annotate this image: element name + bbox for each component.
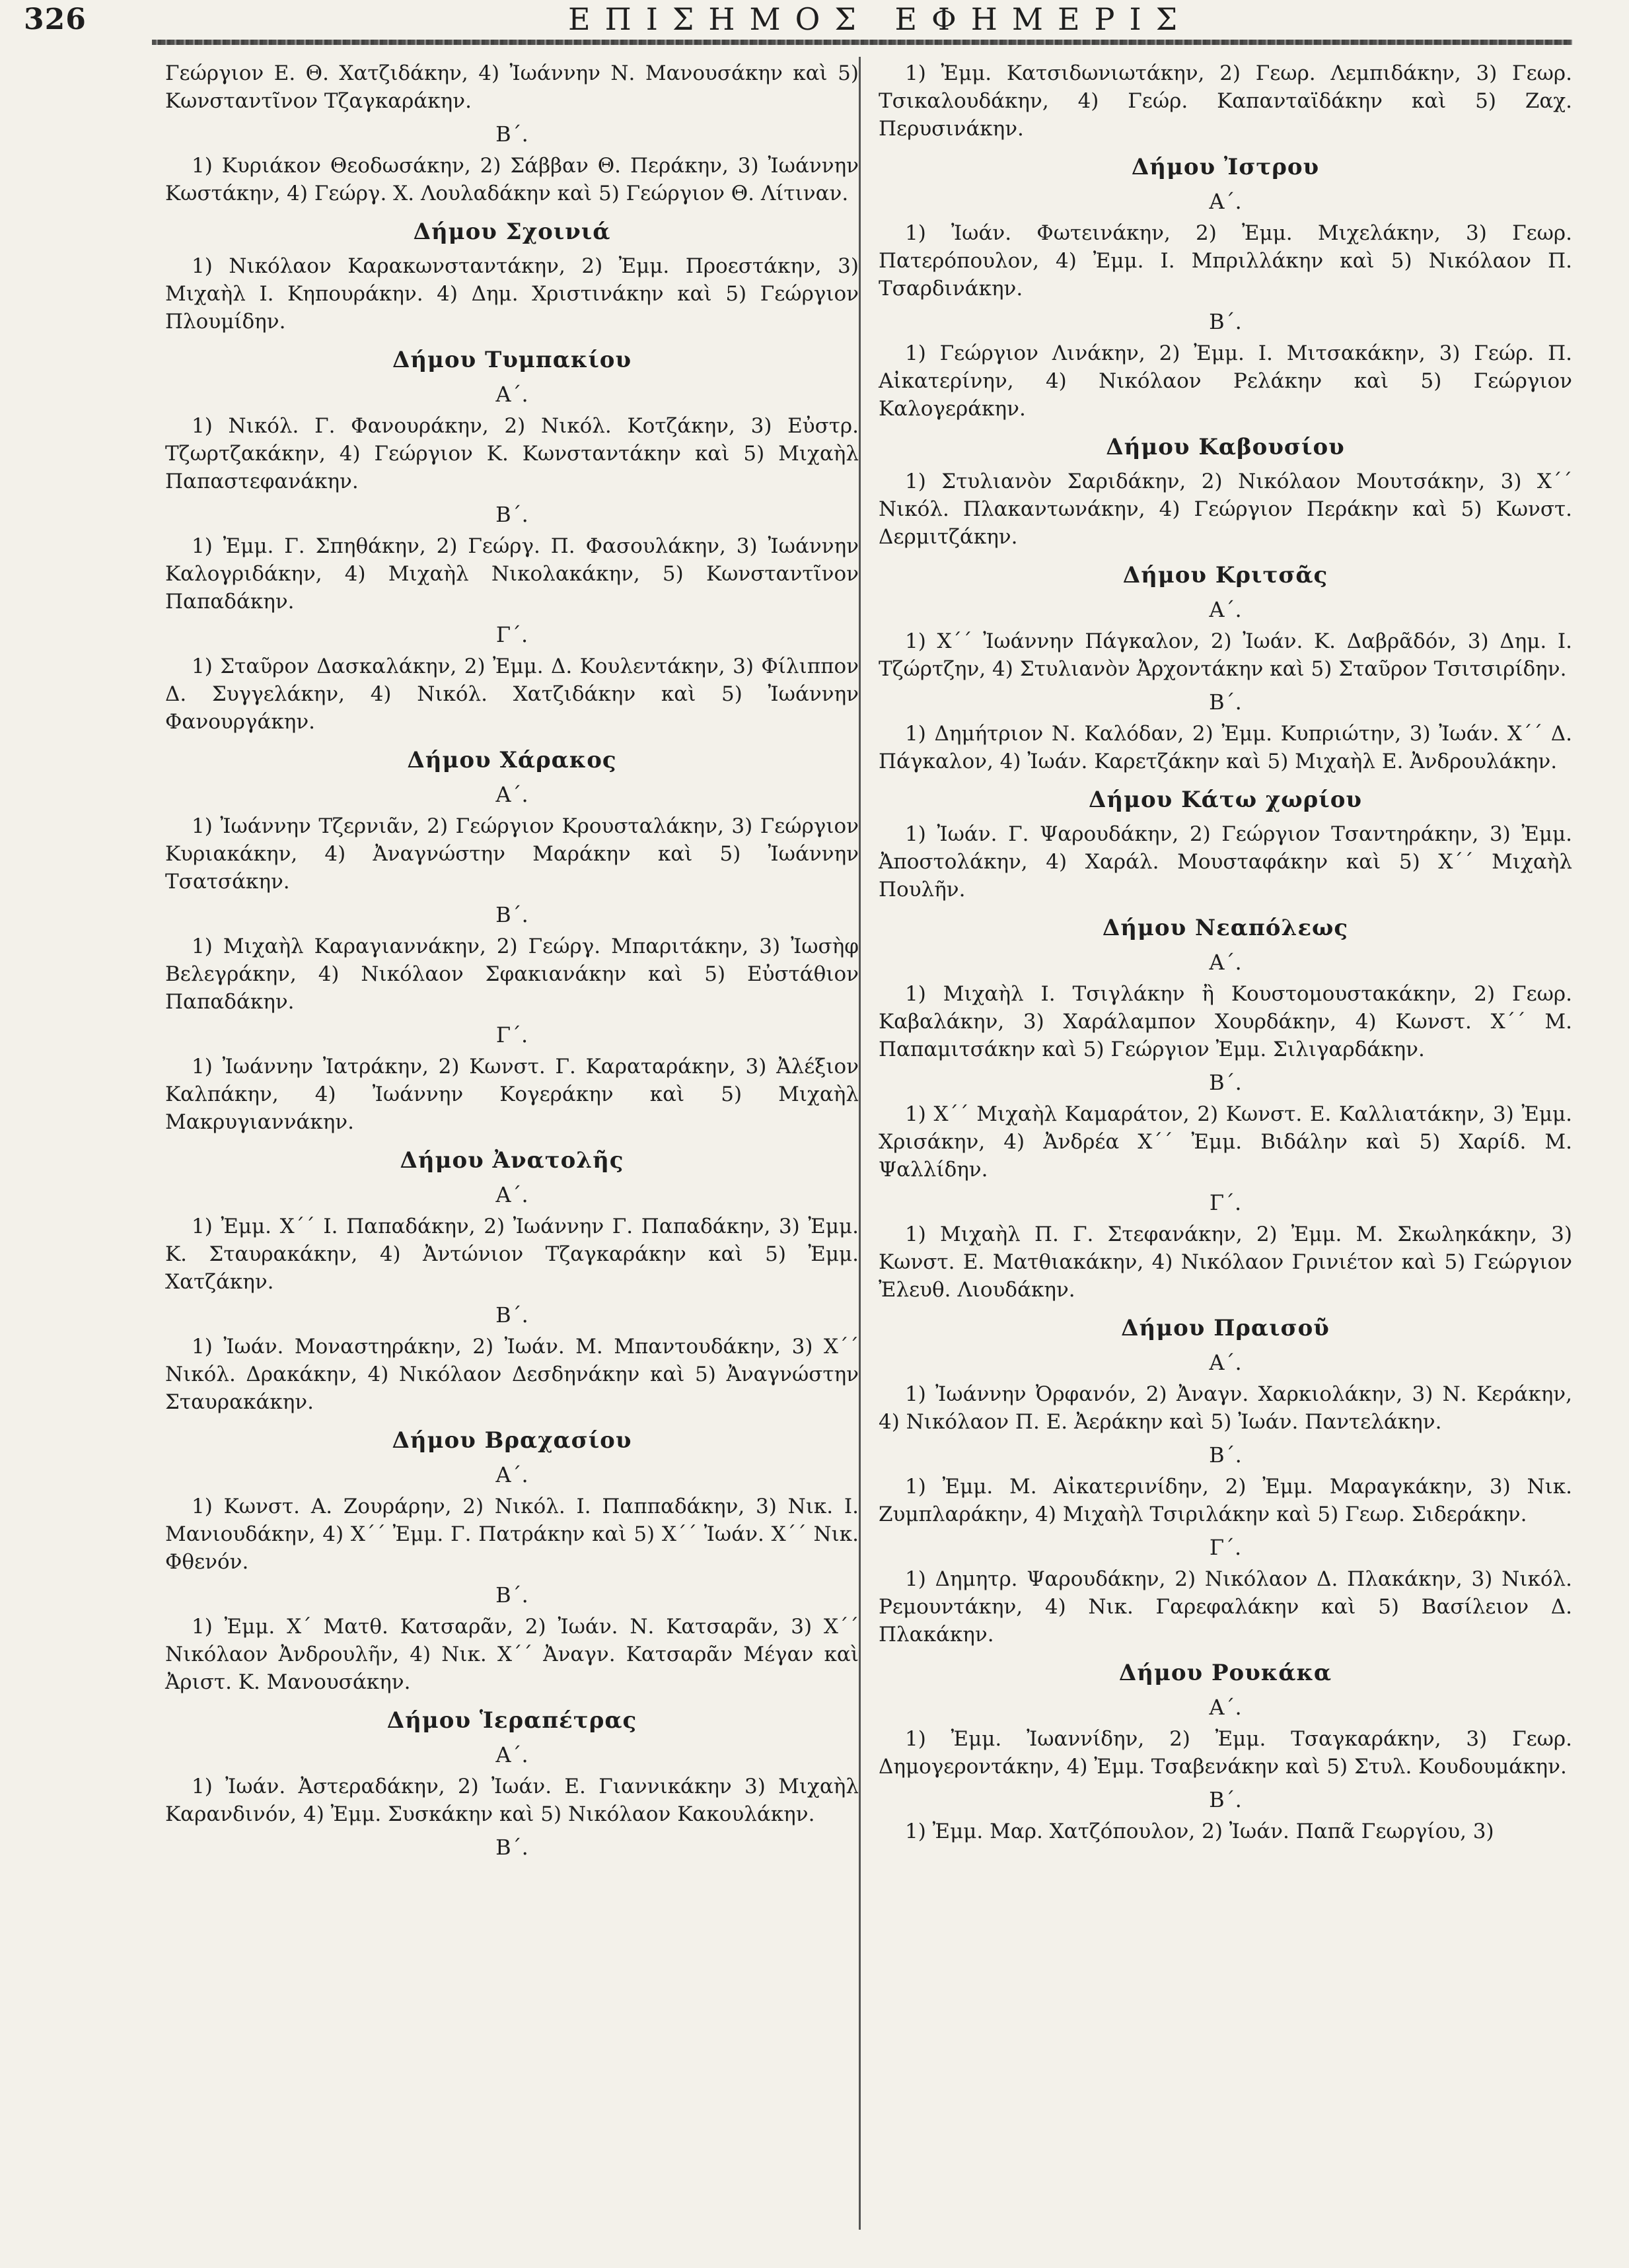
section-label: Γ΄. — [495, 622, 528, 647]
section-label: Α΄. — [495, 1742, 528, 1767]
section-label: Β΄. — [495, 502, 528, 527]
section-label: Β΄. — [1209, 690, 1242, 715]
journal-title: ΕΠΙΣΗΜΟΣ ΕΦΗΜΕΡΙΣ — [568, 1, 1192, 37]
paragraph: 1) Νικόλ. Γ. Φανουράκην, 2) Νικόλ. Κοτζάκην, 3) Εὐστρ. Τζωρτζακάκην, 4) Γεώργιον Κ. Κωνσταντάκην καὶ 5) Μιχαὴλ Παπαστεφανάκην. — [165, 414, 859, 493]
paragraph: 1) Ἰωάννην Ὀρφανόν, 2) Ἀναγν. Χαρκιολάκην, 3) Ν. Κεράκην, 4) Νικόλαον Π. Ε. Ἀεράκην καὶ 5) Ἰωάν. Παντελάκην. — [879, 1382, 1572, 1434]
section-label: Α΄. — [495, 782, 528, 807]
paragraph: 1) Μιχαὴλ Π. Γ. Στεφανάκην, 2) Ἐμμ. Μ. Σκωληκάκην, 3) Κωνστ. Ε. Ματθιακάκην, 4) Νικόλαον Γρινιέτον καὶ 5) Γεώργιον Ἐλευθ. Λιουδάκην. — [879, 1223, 1572, 1302]
paragraph: 1) Ἰωάννην Ἰατράκην, 2) Κωνστ. Γ. Καραταράκην, 3) Ἀλέξιον Καλπάκην, 4) Ἰωάννην Κογεράκην καὶ 5) Μιχαὴλ Μακρυγιαννάκην. — [165, 1055, 859, 1134]
paragraph: 1) Σταῦρον Δασκαλάκην, 2) Ἐμμ. Δ. Κουλεντάκην, 3) Φίλιππον Δ. Συγγελάκην, 4) Νικόλ. Χατζιδάκην καὶ 5) Ἰωάννην Φανουργάκην. — [165, 655, 859, 734]
paragraph: 1) Ἐμμ. Χ΄΄ Ι. Παπαδάκην, 2) Ἰωάννην Γ. Παπαδάκην, 3) Ἐμμ. Κ. Σταυρακάκην, 4) Ἀντώνιον Τζαγκαράκην καὶ 5) Ἐμμ. Χατζάκην. — [165, 1215, 859, 1294]
section-label: Α΄. — [495, 1182, 528, 1207]
district-heading: Δήμου Ἰστρου — [1131, 154, 1320, 180]
section-label: Γ΄. — [495, 1022, 528, 1047]
section-label: Α΄. — [495, 1462, 528, 1487]
district-heading: Δήμου Νεαπόλεως — [1102, 915, 1349, 941]
district-heading: Δήμου Σχοινιά — [413, 219, 611, 245]
right-column — [879, 59, 1572, 1845]
paragraph: 1) Δημητρ. Ψαρουδάκην, 2) Νικόλαον Δ. Πλακάκην, 3) Νικόλ. Ρεμουντάκην, 4) Νικ. Γαρεφαλάκην καὶ 5) Βασίλειον Δ. Πλακάκην. — [879, 1567, 1572, 1647]
section-label: Α΄. — [1209, 189, 1242, 214]
section-label: Β΄. — [495, 1835, 528, 1860]
paragraph: 1) Ἐμμ. Ἰωαννίδην, 2) Ἐμμ. Τσαγκαράκην, 3) Γεωρ. Δημογεροντάκην, 4) Ἐμμ. Τσαβενάκην καὶ 5) Στυλ. Κουδουμάκην. — [879, 1727, 1572, 1779]
paragraph: 1) Δημήτριον Ν. Καλόδαν, 2) Ἐμμ. Κυπριώτην, 3) Ἰωάν. Χ΄΄ Δ. Πάγκαλον, 4) Ἰωάν. Καρετζάκην καὶ 5) Μιχαὴλ Ε. Ἀνδρουλάκην. — [879, 722, 1572, 773]
section-label: Β΄. — [1209, 1787, 1242, 1812]
section-label: Α΄. — [1209, 950, 1242, 975]
paragraph: 1) Ἰωάν. Ἀστεραδάκην, 2) Ἰωάν. Ε. Γιαννικάκην 3) Μιχαὴλ Καρανδινόν, 4) Ἐμμ. Συσκάκην καὶ 5) Νικόλαον Κακουλάκην. — [165, 1775, 859, 1826]
paragraph: 1) Κυριάκον Θεοδωσάκην, 2) Σάββαν Θ. Περάκην, 3) Ἰωάννην Κωστάκην, 4) Γεώργ. Χ. Λουλαδάκην καὶ 5) Γεώργιον Θ. Λίτιναν. — [165, 154, 859, 205]
paragraph: 1) Ἐμμ. Γ. Σπηθάκην, 2) Γεώργ. Π. Φασουλάκην, 3) Ἰωάννην Καλογριδάκην, 4) Μιχαὴλ Νικολακάκην, 5) Κωνσταντῖνον Παπαδάκην. — [165, 534, 859, 614]
district-heading: Δήμου Κάτω χωρίου — [1089, 787, 1362, 813]
paragraph: Γεώργιον Ε. Θ. Χατζιδάκην, 4) Ἰωάννην Ν. Μανουσάκην καὶ 5) Κωνσταντῖνον Τζαγκαράκην. — [165, 61, 859, 113]
paragraph: 1) Μιχαὴλ Καραγιαννάκην, 2) Γεώργ. Μπαριτάκην, 3) Ἰωσὴφ Βελεγράκην, 4) Νικόλαον Σφακιανάκην καὶ 5) Εὐστάθιον Παπαδάκην. — [165, 935, 859, 1014]
section-label: Β΄. — [1209, 309, 1242, 334]
section-label: Β΄. — [1209, 1442, 1242, 1468]
section-label: Α΄. — [1209, 1695, 1242, 1720]
district-heading: Δήμου Πραισοῦ — [1121, 1315, 1330, 1341]
column-divider — [859, 57, 861, 2230]
paragraph: 1) Ἐμμ. Μαρ. Χατζόπουλον, 2) Ἰωάν. Παπᾶ Γεωργίου, 3) — [905, 1820, 1494, 1843]
left-column — [165, 59, 859, 1865]
paragraph: 1) Στυλιανὸν Σαριδάκην, 2) Νικόλαον Μουτσάκην, 3) Χ΄΄ Νικόλ. Πλακαντωνάκην, 4) Γεώργιον Περάκην καὶ 5) Κωνστ. Δερμιτζάκην. — [879, 470, 1572, 549]
paragraph: 1) Ἰωάν. Φωτεινάκην, 2) Ἐμμ. Μιχελάκην, 3) Γεωρ. Πατερόπουλον, 4) Ἐμμ. Ι. Μπριλλάκην καὶ 5) Νικόλαον Π. Τσαρδινάκην. — [879, 221, 1572, 301]
paragraph: 1) Νικόλαον Καρακωνσταντάκην, 2) Ἐμμ. Προεστάκην, 3) Μιχαὴλ Ι. Κηπουράκην. 4) Δημ. Χριστινάκην καὶ 5) Γεώργιον Πλουμίδην. — [165, 254, 859, 334]
section-label: Γ΄. — [1209, 1535, 1242, 1560]
page-number: 326 — [24, 3, 87, 36]
section-label: Β΄. — [495, 122, 528, 147]
section-label: Β΄. — [1209, 1070, 1242, 1095]
district-heading: Δήμου Χάρακος — [407, 747, 617, 773]
district-heading: Δήμου Κριτσᾶς — [1122, 562, 1328, 588]
header-rule — [152, 40, 1572, 45]
district-heading: Δήμου Βραχασίου — [392, 1427, 632, 1454]
district-heading: Δήμου Ἀνατολῆς — [400, 1147, 624, 1174]
paragraph: 1) Ἰωάν. Μοναστηράκην, 2) Ἰωάν. Μ. Μπαντουδάκην, 3) Χ΄΄ Νικόλ. Δρακάκην, 4) Νικόλαον Δεσδηνάκην καὶ 5) Ἀναγνώστην Σταυρακάκην. — [165, 1335, 859, 1414]
page-header — [0, 0, 1629, 46]
paragraph: 1) Ἐμμ. Χ΄ Ματθ. Κατσαρᾶν, 2) Ἰωάν. Ν. Κατσαρᾶν, 3) Χ΄΄ Νικόλαον Ἀνδρουλῆν, 4) Νικ. Χ΄΄ Ἀναγν. Κατσαρᾶν Μέγαν καὶ Ἀριστ. Κ. Μανουσάκην. — [165, 1615, 859, 1694]
section-label: Β΄. — [495, 1582, 528, 1608]
paragraph: 1) Χ΄΄ Ἰωάννην Πάγκαλον, 2) Ἰωάν. Κ. Δαβρᾶδόν, 3) Δημ. Ι. Τζώρτζην, 4) Στυλιανὸν Ἀρχοντάκην καὶ 5) Σταῦρον Τσιτσιρίδην. — [879, 629, 1572, 681]
section-label: Γ΄. — [1209, 1190, 1242, 1215]
paragraph: 1) Κωνστ. Α. Ζουράρην, 2) Νικόλ. Ι. Παππαδάκην, 3) Νικ. Ι. Μανιουδάκην, 4) Χ΄΄ Ἐμμ. Γ. Πατράκην καὶ 5) Χ΄΄ Ἰωάν. Χ΄΄ Νικ. Φθενόν. — [165, 1495, 859, 1574]
section-label: Β΄. — [495, 1302, 528, 1328]
district-heading: Δήμου Τυμπακίου — [392, 347, 632, 373]
paragraph: 1) Ἰωάν. Γ. Ψαρουδάκην, 2) Γεώργιον Τσαντηράκην, 3) Ἐμμ. Ἀποστολάκην, 4) Χαράλ. Μουσταφάκην καὶ 5) Χ΄΄ Μιχαὴλ Πουλῆν. — [879, 822, 1572, 902]
district-heading: Δήμου Καβουσίου — [1106, 434, 1345, 460]
paragraph: 1) Ἐμμ. Κατσιδωνιωτάκην, 2) Γεωρ. Λεμπιδάκην, 3) Γεωρ. Τσικαλουδάκην, 4) Γεώρ. Καπανταϊδάκην καὶ 5) Ζαχ. Περυσινάκην. — [879, 61, 1572, 141]
district-heading: Δήμου Ρουκάκα — [1118, 1660, 1332, 1686]
section-label: Α΄. — [495, 382, 528, 407]
paragraph: 1) Χ΄΄ Μιχαὴλ Καμαράτον, 2) Κωνστ. Ε. Καλλιατάκην, 3) Ἐμμ. Χρισάκην, 4) Ἀνδρέα Χ΄΄ Ἐμμ. Βιδάλην καὶ 5) Χαρίδ. Μ. Ψαλλίδην. — [879, 1102, 1572, 1182]
paragraph: 1) Ἰωάννην Τζερνιᾶν, 2) Γεώργιον Κρουσταλάκην, 3) Γεώργιον Κυριακάκην, 4) Ἀναγνώστην Μαράκην καὶ 5) Ἰωάννην Τσατσάκην. — [165, 814, 859, 894]
section-label: Α΄. — [1209, 1350, 1242, 1375]
section-label: Β΄. — [495, 902, 528, 927]
paragraph: 1) Γεώργιον Λινάκην, 2) Ἐμμ. Ι. Μιτσακάκην, 3) Γεώρ. Π. Αἰκατερίνην, 4) Νικόλαον Ρελάκην καὶ 5) Γεώργιον Καλογεράκην. — [879, 341, 1572, 421]
paragraph: 1) Ἐμμ. Μ. Αἰκατερινίδην, 2) Ἐμμ. Μαραγκάκην, 3) Νικ. Ζυμπλαράκην, 4) Μιχαὴλ Τσιριλάκην καὶ 5) Γεωρ. Σιδεράκην. — [879, 1475, 1572, 1526]
section-label: Α΄. — [1209, 597, 1242, 622]
district-heading: Δήμου Ἱεραπέτρας — [386, 1707, 637, 1734]
paragraph: 1) Μιχαὴλ Ι. Τσιγλάκην ἢ Κουστομουστακάκην, 2) Γεωρ. Καβαλάκην, 3) Χαράλαμπον Χουρδάκην, 4) Κωνστ. Χ΄΄ Μ. Παπαμιτσάκην καὶ 5) Γεώργιον Ἐμμ. Σιλιγαρδάκην. — [879, 982, 1572, 1061]
